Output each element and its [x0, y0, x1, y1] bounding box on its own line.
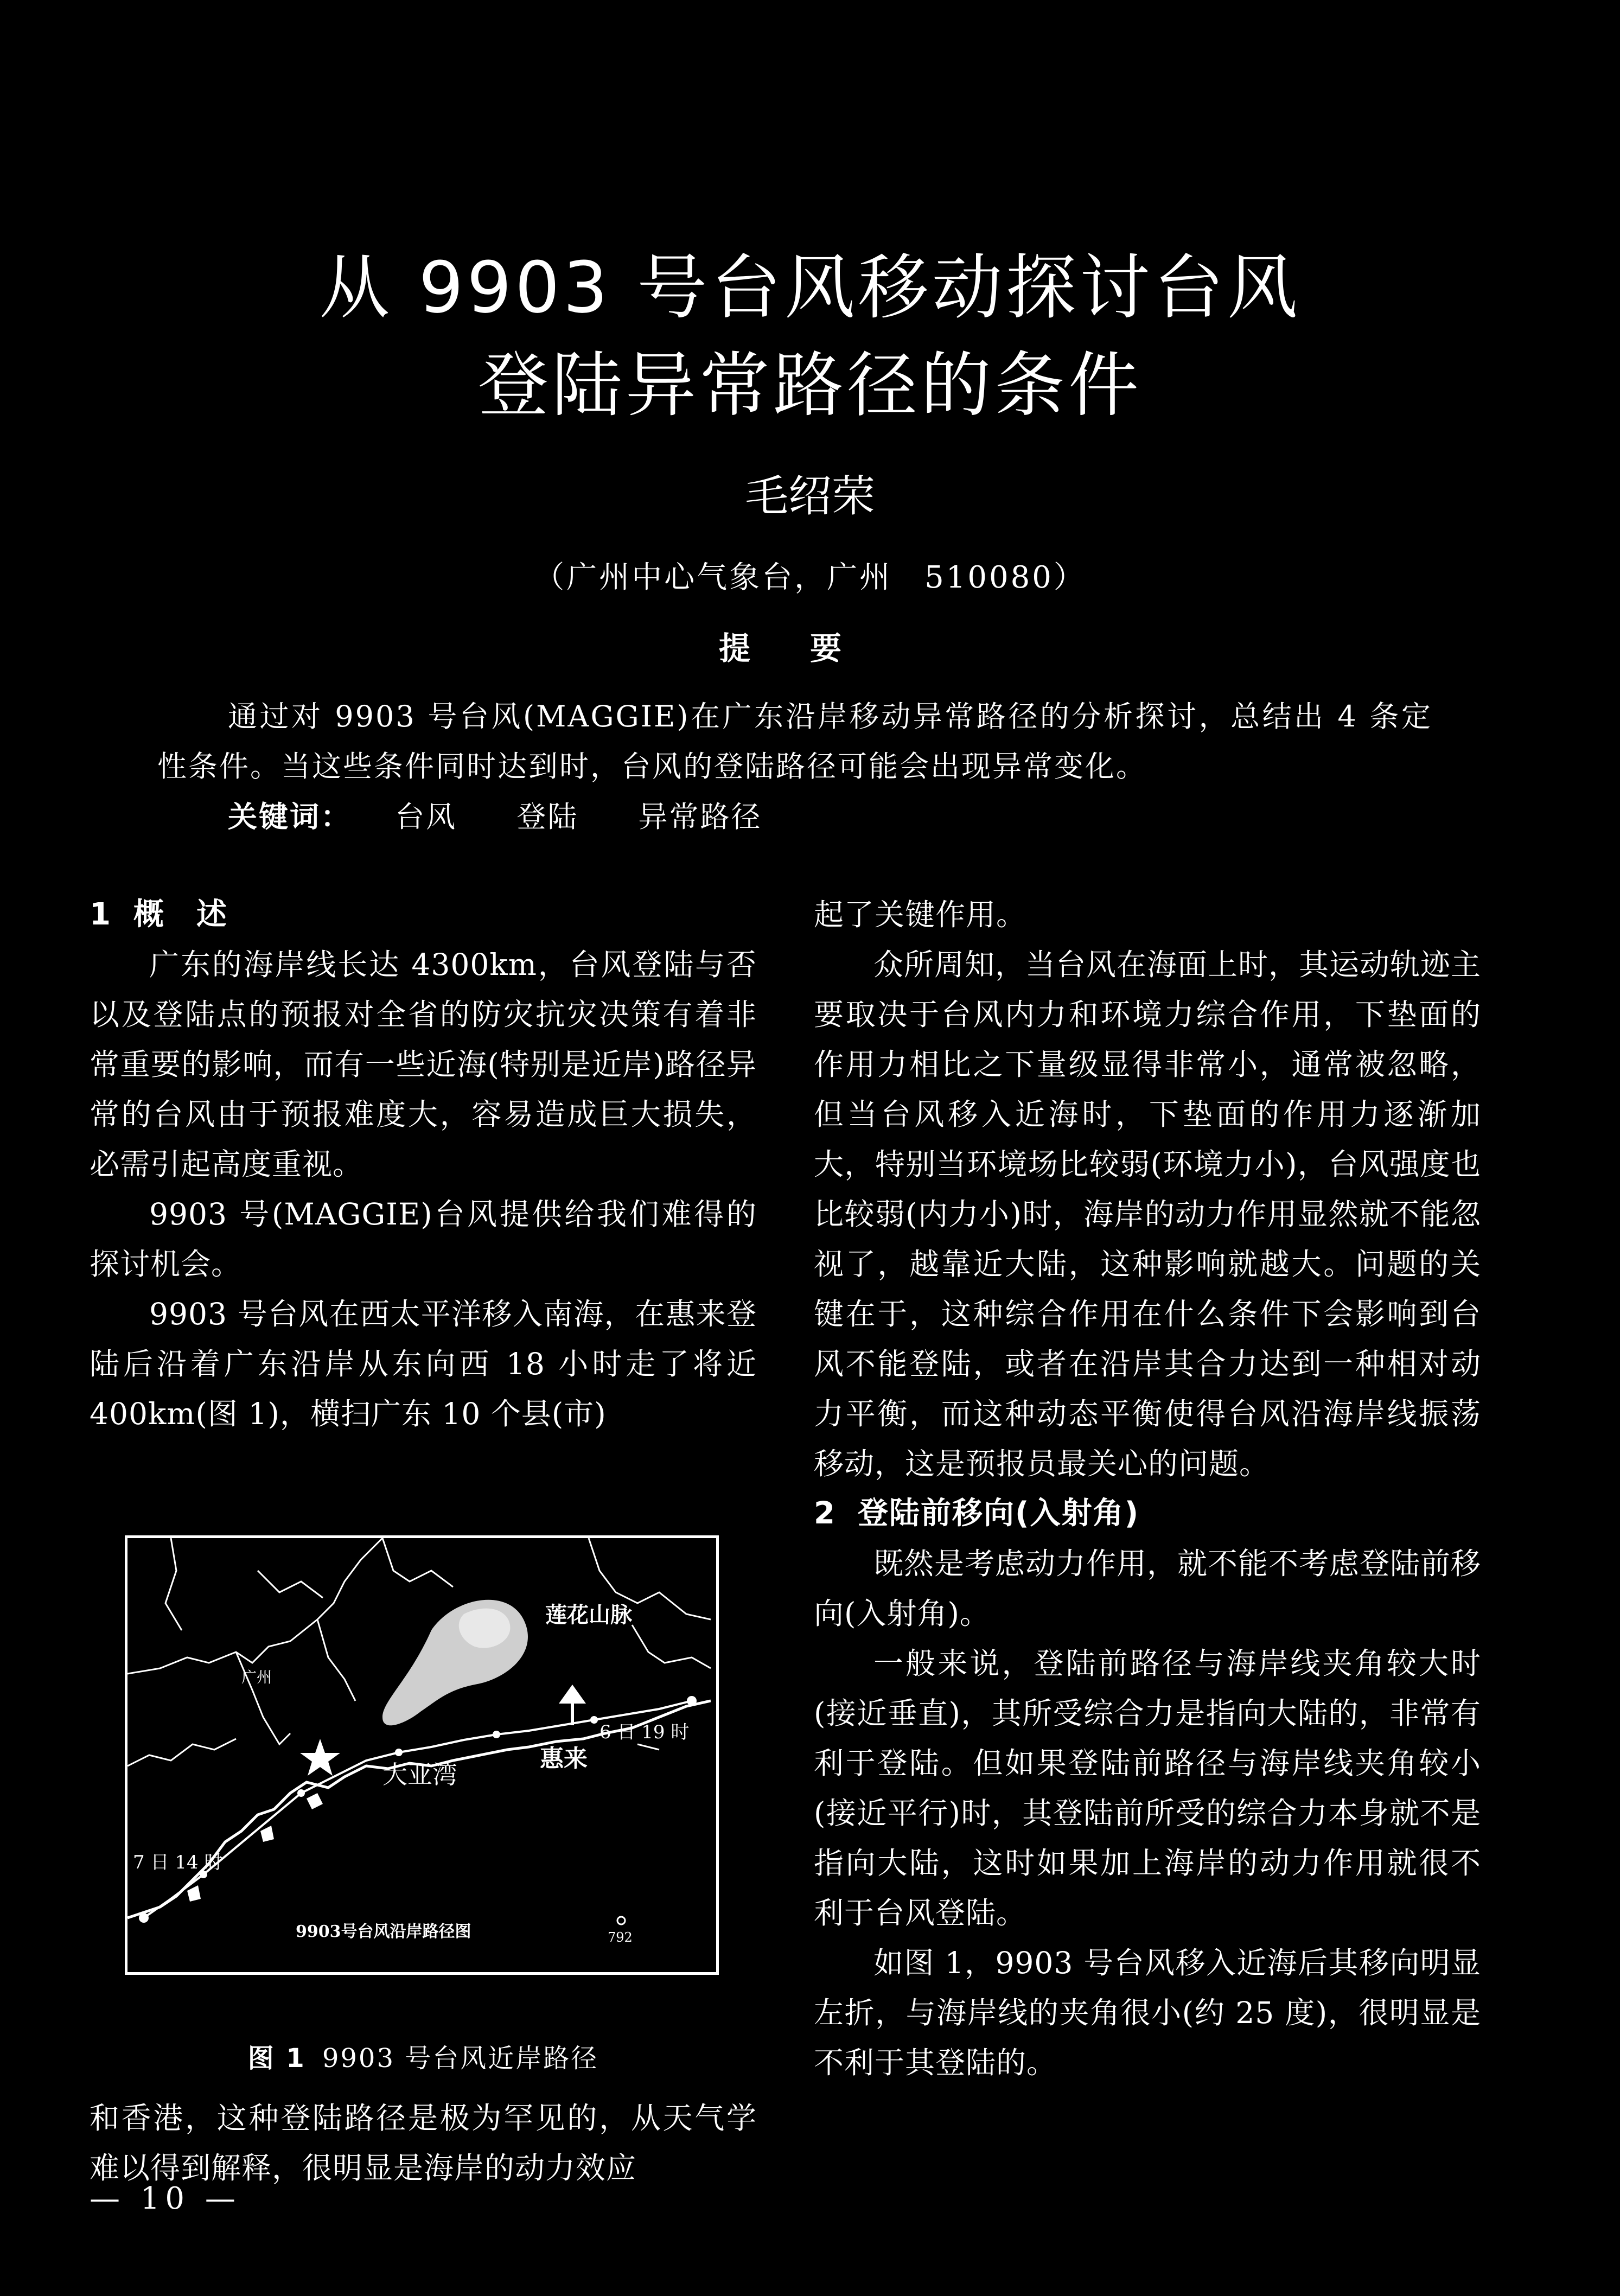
track-point	[687, 1696, 697, 1706]
paragraph: 9903 号台风在西太平洋移入南海，在惠来登陆后沿着广东沿岸从东向西 18 小时走了将近 400km(图 1)，横扫广东 10 个县(市)	[90, 1297, 757, 1431]
paragraph: 既然是考虑动力作用，就不能不考虑登陆前移向(入射角)。	[814, 1546, 1482, 1631]
boundary-line	[258, 1571, 323, 1598]
boundary-line	[632, 1625, 711, 1668]
island	[187, 1885, 201, 1902]
keyword: 台风	[395, 800, 457, 834]
boundary-line	[382, 1538, 453, 1587]
keywords	[228, 792, 811, 842]
caption-label: 图 1	[247, 2043, 306, 2074]
island	[260, 1826, 274, 1842]
left-column-continuation	[90, 2093, 757, 2193]
paragraph: 众所周知，当台风在海面上时，其运动轨迹主要取决于台风内力和环境力综合作用，下垫面的作用力相比之下量级显得非常小，通常被忽略，但当台风移入近海时，下垫面的作用力逐渐加大，特别当环境场比较弱(环境力小)，台风强度也比较弱(内力小)时，海岸的动力作用显然就不能忽视了，越靠近大陆，这种影响就越大。问题的关键在于，这种综合作用在什么条件下会影响到台风不能登陆，或者在沿岸其合力达到一种相对动力平衡，而这种动态平衡使得台风沿海岸线振荡移动，这是预报员最关心的问题。	[814, 947, 1482, 1481]
title-line-2: 登陆异常路径的条件	[477, 344, 1142, 426]
page-number: — 10 —	[90, 2181, 241, 2216]
paragraph: 9903 号(MAGGIE)台风提供给我们难得的探讨机会。	[90, 1197, 757, 1281]
author-name: 毛绍荣	[745, 471, 875, 521]
label-huilai: 惠来	[540, 1745, 588, 1772]
label-dayawan: 大亚湾	[382, 1760, 457, 1789]
section-title: 登陆前移向(入射角)	[857, 1496, 1140, 1531]
label-map-id: 792	[608, 1930, 633, 1945]
paragraph: 广东的海岸线长达 4300km，台风登陆与否以及登陆点的预报对全省的防灾抗灾决策有着非常重要的影响，而有一些近海(特别是近岸)路径异常的台风由于预报难度大，容易造成巨大损失，必需引起高度重视。	[90, 947, 757, 1182]
landfall-star-icon	[300, 1739, 340, 1776]
label-guangzhou: 广州	[241, 1668, 272, 1686]
keyword: 异常路径	[638, 800, 762, 834]
abstract-text: 通过对 9903 号台风(MAGGIE)在广东沿岸移动异常路径的分析探讨，总结出 4 条定性条件。当这些条件同时达到时，台风的登陆路径可能会出现异常变化。	[157, 699, 1432, 783]
abstract-heading: 提要	[718, 630, 901, 667]
boundary-line	[637, 1744, 659, 1750]
boundary-line	[165, 1538, 182, 1630]
boundary-line	[317, 1619, 355, 1701]
title-line-1: 从 9903 号台风移动探讨台风	[319, 246, 1301, 329]
section-2-heading	[814, 1489, 1481, 1539]
island	[307, 1793, 323, 1809]
paragraph: 一般来说，登陆前路径与海岸线夹角较大时(接近垂直)，其所受综合力是指向大陆的，非常有利于登陆。但如果登陆前路径与海岸线夹角较小(接近平行)时，其登陆前所受的综合力本身就不是指向大陆，这时如果加上海岸的动力作用就很不利于台风登陆。	[814, 1646, 1481, 1930]
paragraph: 起了关键作用。	[814, 897, 1027, 932]
paragraph: 和香港，这种登陆路径是极为罕见的，从天气学难以得到解释，很明显是海岸的动力效应	[90, 2101, 757, 2185]
track-point	[297, 1789, 305, 1797]
track-point	[139, 1913, 149, 1923]
caption-text: 9903 号台风近岸路径	[322, 2043, 599, 2074]
label-map-title: 9903号台风沿岸路径图	[296, 1922, 471, 1941]
section-1-heading	[90, 890, 757, 940]
track-point	[590, 1716, 598, 1724]
track-point	[493, 1731, 500, 1738]
keyword: 登陆	[516, 800, 579, 834]
figure-caption	[90, 2037, 757, 2075]
author-affiliation: （广州中心气象台，广州 510080）	[534, 560, 1086, 595]
boundary-line	[127, 1739, 236, 1766]
label-time-start: 6 日 19 时	[599, 1721, 690, 1743]
article-title	[0, 239, 1620, 434]
boundary-line	[127, 1538, 382, 1674]
right-column	[814, 890, 1481, 2088]
paragraph: 如图 1，9903 号台风移入近海后其移向明显左折，与海岸线的夹角很小(约 25 度)，很明显是不利于其登陆的。	[814, 1946, 1481, 2080]
typhoon-track-map	[125, 1535, 719, 1975]
section-number: 2	[814, 1496, 836, 1531]
keywords-label: 关键词：	[228, 800, 352, 834]
label-time-end: 7 日 14 时	[133, 1852, 223, 1873]
left-column	[90, 890, 757, 1439]
map-marker	[617, 1917, 625, 1924]
label-mountain: 莲花山脉	[545, 1602, 632, 1628]
section-title: 概 述	[133, 897, 228, 932]
section-number: 1	[90, 897, 112, 932]
huilai-arrow-icon	[559, 1685, 586, 1704]
